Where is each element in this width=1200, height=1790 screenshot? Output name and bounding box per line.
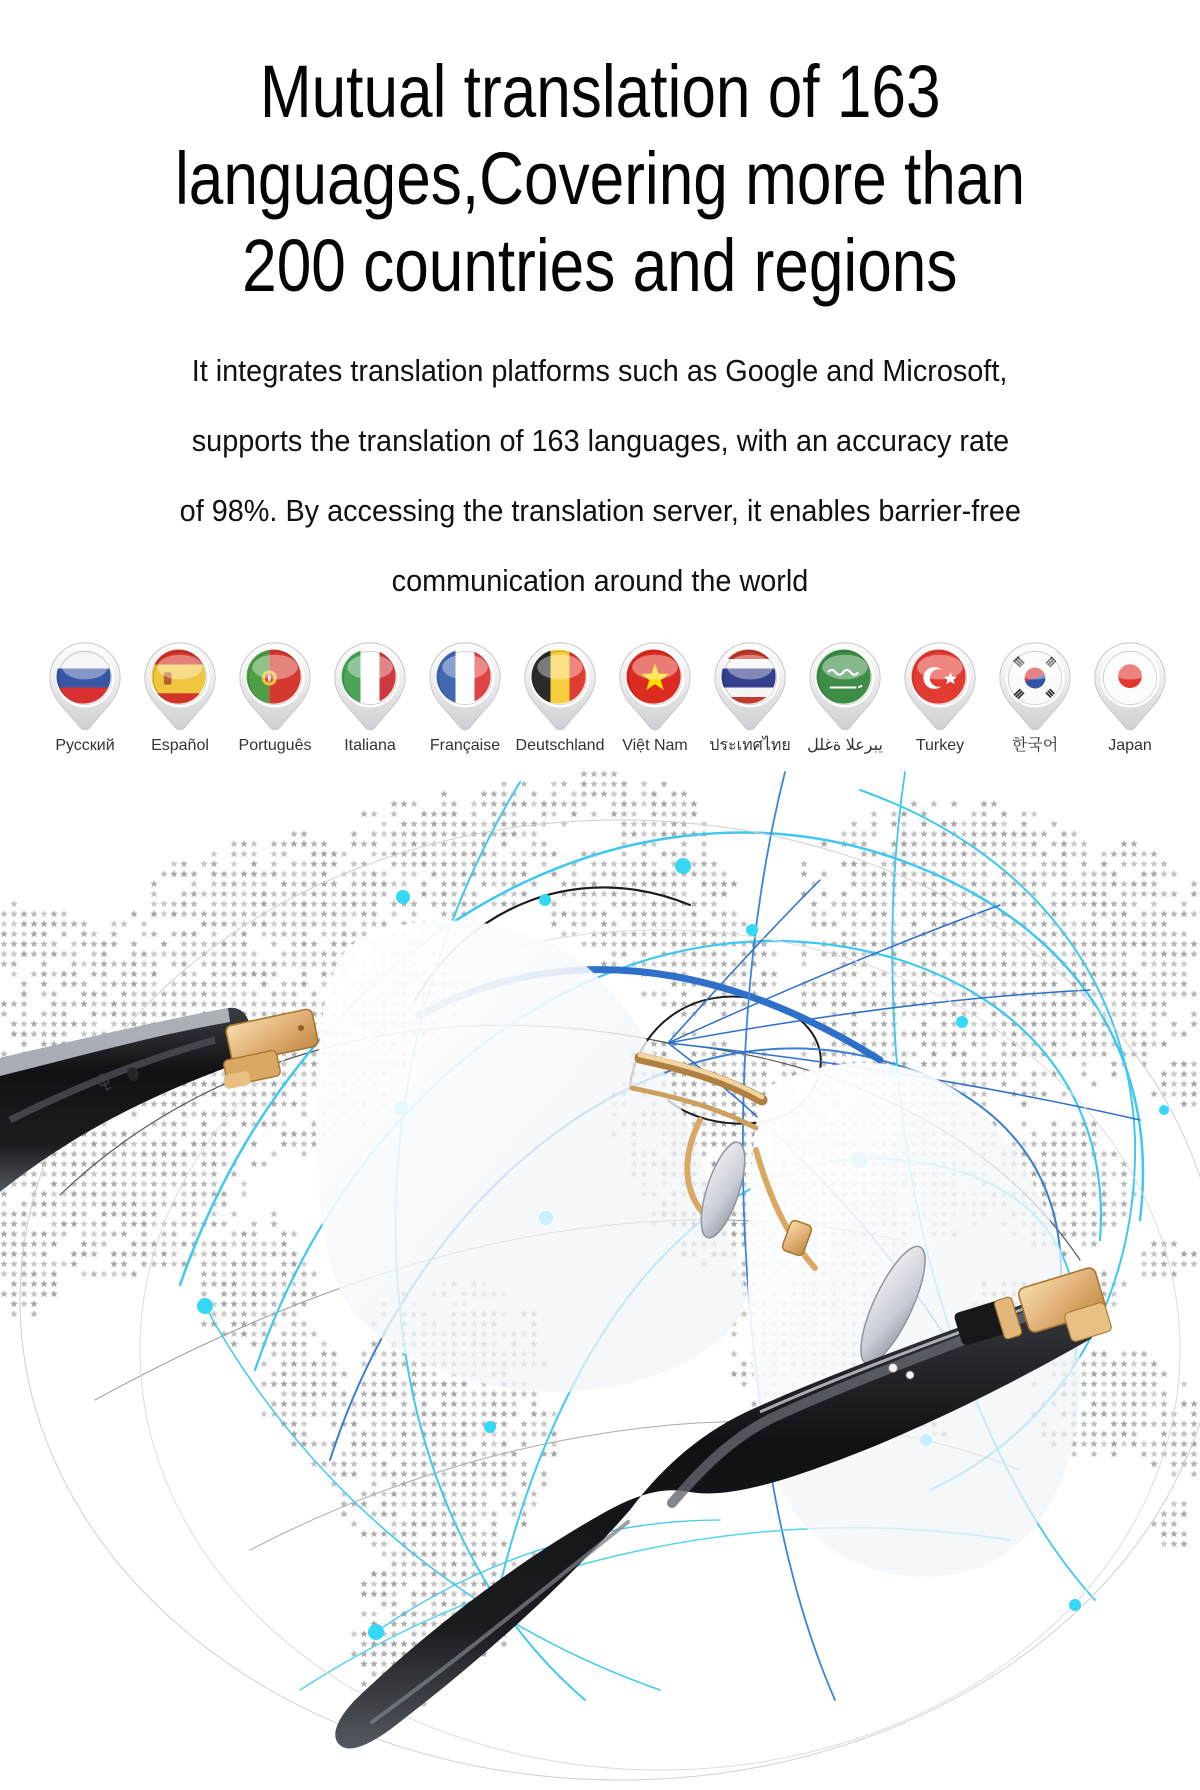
italy-flag-icon [330, 640, 410, 735]
turkey-flag-icon [900, 640, 980, 735]
title-line-3: 200 countries and regions [242, 224, 958, 307]
saudi-arabia-flag-icon [805, 640, 885, 735]
left-lens [316, 921, 746, 1393]
thailand-flag-icon [710, 640, 790, 735]
intro-line-4: communication around the world [391, 563, 809, 598]
page-title [0, 48, 1200, 309]
intro-line-3: of 98%. By accessing the translation server, it enables barrier-free [179, 493, 1021, 528]
language-label: Русский [55, 737, 115, 754]
speaker-hole-dot [889, 1364, 898, 1373]
language-label: Japan [1108, 737, 1152, 754]
speaker-hole-dot [906, 1371, 914, 1379]
title-line-2: languages,Covering more than [174, 137, 1026, 220]
flag-pin-japan [1070, 640, 1190, 755]
japan-flag-icon [1090, 640, 1170, 735]
spain-flag-icon [140, 640, 220, 735]
south-korea-flag-icon [995, 640, 1075, 735]
intro-line-1: It integrates translation platforms such as Google and Microsoft, [192, 353, 1008, 388]
title-line-1: Mutual translation of 163 [259, 50, 941, 133]
intro-line-2: supports the translation of 163 languages, with an accuracy rate [191, 423, 1009, 458]
language-label: ประเทศไทย [709, 737, 791, 754]
language-label: Español [151, 737, 209, 754]
language-label: Việt Nam [622, 737, 688, 754]
language-label: Deutschland [515, 737, 605, 754]
language-label: Português [238, 737, 312, 754]
portugal-flag-icon [235, 640, 315, 735]
language-flags-row [0, 640, 1200, 775]
vietnam-flag-icon [615, 640, 695, 735]
language-label: يبرعلا ةغلل [807, 737, 883, 754]
language-label: Italiana [344, 737, 396, 754]
belgium-flag-icon [520, 640, 600, 735]
language-label: Française [429, 737, 501, 754]
intro-paragraph [0, 336, 1200, 616]
france-flag-icon [425, 640, 505, 735]
smart-glasses-illustration [0, 770, 1200, 1790]
glasses-globe-graphic [0, 770, 1200, 1790]
language-label: Turkey [915, 737, 965, 754]
language-label: 한국어 [1011, 737, 1059, 754]
russia-flag-icon [45, 640, 125, 735]
